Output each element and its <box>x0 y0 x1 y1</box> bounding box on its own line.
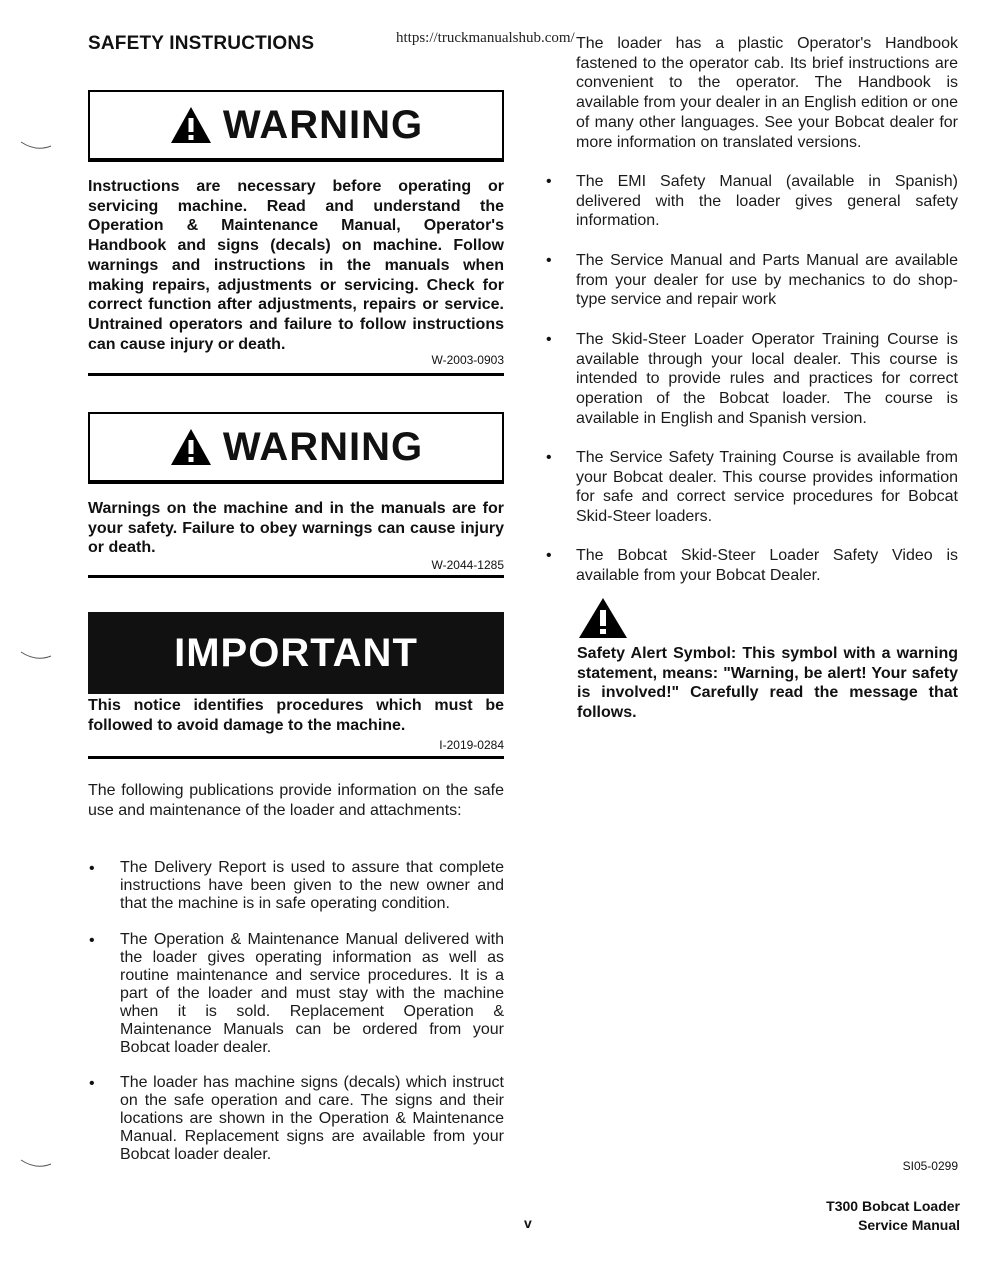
list-item: The Service Safety Training Course is available from your Bobcat dealer. This course provides information for safe and correct service procedures for Bobcat Skid-Steer loaders. <box>576 449 958 526</box>
warning-text-2: Warnings on the machine and in the manuals are for your safety. Failure to obey warnings can cause injury or death. <box>88 500 504 557</box>
bullet-mark: • <box>546 449 552 466</box>
publications-intro: The following publications provide information on the safe use and maintenance of the loader and attachments: <box>88 782 504 819</box>
warning-code-1: W-2003-0903 <box>431 353 504 367</box>
bullet-mark: • <box>546 547 552 564</box>
important-text: This notice identifies procedures which must be followed to avoid damage to the machine. <box>88 697 504 734</box>
warning-label: WARNING <box>222 424 424 469</box>
source-url: https://truckmanualshub.com/ <box>396 30 575 46</box>
important-code: I-2019-0284 <box>439 738 504 752</box>
list-item: The loader has machine signs (decals) which instruct on the safe operation and care. The signs and their locations are shown in the Operation & Maintenance Manual. Replacement signs are available from your Bobcat loader dealer. <box>120 1074 504 1163</box>
list-item: The EMI Safety Manual (available in Spanish) delivered with the loader gives general safety information. <box>576 173 958 230</box>
list-item: The Service Manual and Parts Manual are available from your dealer for use by mechanics to do shop-type service and repair work <box>576 252 958 309</box>
page-number: v <box>524 1215 532 1231</box>
list-item: The Operation & Maintenance Manual delivered with the loader gives operating information as well as routine maintenance and service procedures. It is a part of the loader and must stay with the machine when it is sold. Replacement Operation & Maintenance Manuals can be ordered from your Bobcat loader dealer. <box>120 931 504 1056</box>
warning-label: WARNING <box>222 102 424 147</box>
list-item: The Delivery Report is used to assure that complete instructions have been given to the new owner and that the machine is in safe operating condition. <box>120 859 504 912</box>
warning-text-1: Instructions are necessary before operating or servicing machine. Read and understand the Operation & Maintenance Manual, Operator's Handbook and signs (decals) on machine. Follow warnings and instructions in the manuals when making repairs, adjustments or servicing. Check for correct function after adjustments, repairs or service. Untrained operators and failure to follow instructions can cause injury or death. <box>88 178 504 353</box>
bullet-mark: • <box>89 932 95 949</box>
safety-alert-text: Safety Alert Symbol: This symbol with a warning statement, means: "Warning, be alert! Your safety is involved!" Carefully read the message that follows. <box>577 645 958 722</box>
footer-code: SI05-0299 <box>902 1159 958 1173</box>
important-box <box>88 612 504 694</box>
warning-triangle-icon <box>169 105 213 145</box>
bullet-mark: • <box>89 860 95 877</box>
divider-rule <box>88 575 504 578</box>
footer-title <box>826 1197 960 1235</box>
bullet-mark: • <box>546 331 552 348</box>
page-heading: SAFETY INSTRUCTIONS <box>88 33 315 54</box>
bullet-mark: • <box>546 173 552 190</box>
warning-box-1 <box>88 90 504 162</box>
divider-rule <box>88 756 504 759</box>
warning-box-2 <box>88 412 504 484</box>
important-label: IMPORTANT <box>174 630 418 675</box>
margin-mark <box>20 140 52 150</box>
bullet-mark: • <box>89 1075 95 1092</box>
handbook-paragraph: The loader has a plastic Operator's Handbook fastened to the operator cab. Its brief instructions are convenient to the operator. The Handbook is available from your dealer in an English edition or one of many other languages. See your Bobcat dealer for more information on translated versions. <box>576 35 958 151</box>
list-item: The Bobcat Skid-Steer Loader Safety Video is available from your Bobcat Dealer. <box>576 547 958 584</box>
list-item: The Skid-Steer Loader Operator Training Course is available through your local dealer. This course is intended to provide rules and practices for correct operation of the Bobcat loader. The course is available in English and Spanish version. <box>576 331 958 427</box>
footer-title-line1: T300 Bobcat Loader <box>826 1198 960 1214</box>
warning-triangle-icon <box>169 427 213 467</box>
margin-mark <box>20 1158 52 1168</box>
divider-rule <box>88 373 504 376</box>
warning-code-2: W-2044-1285 <box>431 558 504 572</box>
bullet-mark: • <box>546 252 552 269</box>
safety-alert-icon <box>577 596 629 640</box>
footer-title-line2: Service Manual <box>858 1217 960 1233</box>
margin-mark <box>20 650 52 660</box>
